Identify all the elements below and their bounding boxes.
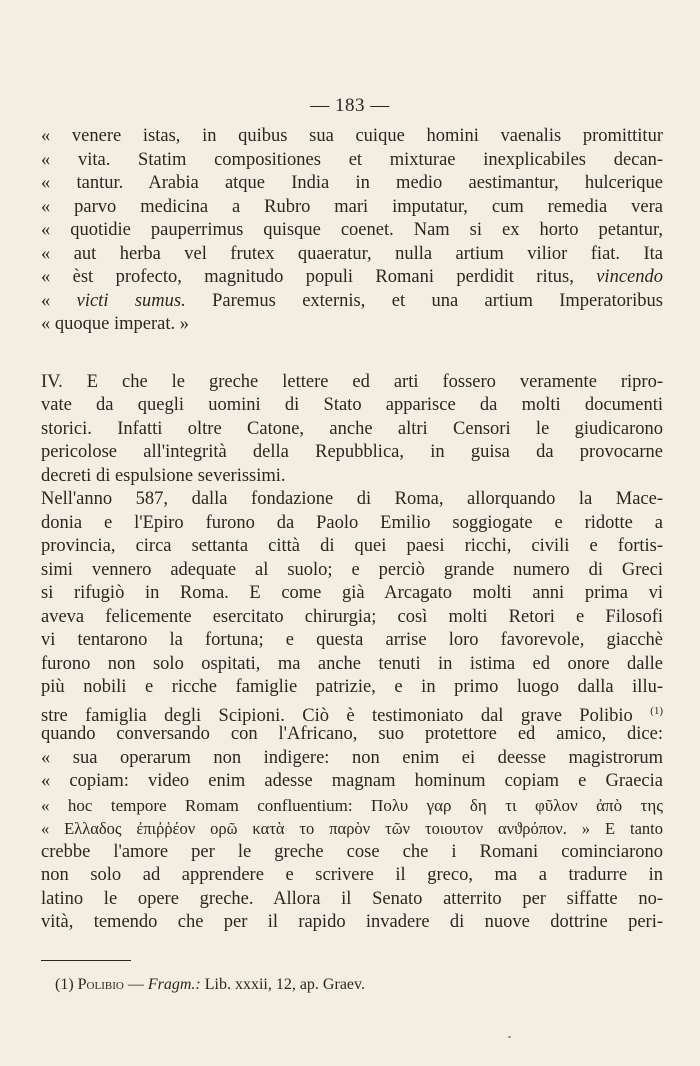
body-text bbox=[41, 125, 663, 935]
text-line: non solo ad apprendere e scrivere il greco, ma a tradurre in bbox=[41, 865, 663, 885]
paper-speck bbox=[508, 1036, 511, 1038]
quote-line: « quotidie pauperrimus quisque coenet. Nam si ex horto petantur, bbox=[41, 220, 663, 240]
quote-text: « bbox=[41, 290, 51, 311]
text-line: « sua operarum non indigere: non enim ei deesse magistrorum bbox=[41, 747, 663, 768]
text-line: aveva felicemente esercitato chirurgia; così molti Retori e Filosofi bbox=[41, 606, 663, 627]
text-line-body: stre famiglia degli Scipioni. Ciò è testimoniato dal grave Polibio bbox=[41, 705, 633, 726]
footnote bbox=[55, 974, 365, 996]
paragraph-gap bbox=[41, 337, 663, 371]
footnote-citation: Lib. xxxii, 12, ap. Graev. bbox=[204, 976, 365, 993]
quote-line: « parvo medicina a Rubro mari imputatur, cum remedia vera bbox=[41, 196, 663, 217]
text-line: Nell'anno 587, dalla fondazione di Roma, allorquando la Mace- bbox=[41, 489, 663, 509]
latin-quotation bbox=[41, 125, 663, 337]
text-line: vità, temendo che per il rapido invadere di nuove dottrine peri- bbox=[41, 912, 663, 932]
main-paragraph bbox=[41, 488, 663, 935]
text-line: crebbe l'amore per le greche cose che i Romani cominciarono bbox=[41, 841, 663, 862]
footnote-author: Polibio bbox=[77, 976, 124, 993]
text-line: provincia, circa settanta città di quei paesi ricchi, civili e fortis- bbox=[41, 536, 663, 556]
text-line bbox=[41, 700, 663, 724]
text-line: vate da quegli uomini di Stato apparisce da molti documenti bbox=[41, 395, 663, 415]
quote-line: « quoque imperat. » bbox=[41, 314, 189, 334]
quote-line: « venere istas, in quibus sua cuique homini vaenalis promittitur bbox=[41, 126, 663, 146]
quote-line bbox=[41, 266, 663, 290]
quote-line: « vita. Statim compositiones et mixturae inexplicabiles decan- bbox=[41, 149, 663, 170]
text-line: « hoc tempore Romam confluentium: Πολυ γαρ δη τι φῦλον ἀπὸ της bbox=[41, 795, 663, 815]
quote-italic: vincendo bbox=[596, 267, 663, 287]
text-line: simi vennero adequate al suolo; e perciò grande numero di Greci bbox=[41, 559, 663, 580]
footnote-work: Fragm.: bbox=[147, 976, 201, 993]
quote-line bbox=[41, 290, 663, 314]
footnote-dash: — bbox=[127, 976, 144, 993]
quote-line: « tantur. Arabia atque India in medio aestimantur, hulcerique bbox=[41, 173, 663, 193]
text-line: furono non solo ospitati, ma anche tenuti in istima ed onore dalle bbox=[41, 653, 663, 674]
text-line: donia e l'Epiro furono da Paolo Emilio soggiogate e ridotte a bbox=[41, 512, 663, 533]
section-iv-paragraph bbox=[41, 371, 663, 489]
text-line: « copiam: video enim adesse magnam hominum copiam e Graecia bbox=[41, 771, 663, 791]
text-line: latino le opere greche. Allora il Senato atterrito per siffatte no- bbox=[41, 888, 663, 909]
quote-text: « èst profecto, magnitudo populi Romani perdidit ritus, bbox=[41, 267, 574, 287]
text-line: decreti di espulsione severissimi. bbox=[41, 465, 286, 486]
text-line: pericolose all'integrità della Repubblica, in guisa da provocarne bbox=[41, 442, 663, 462]
text-line: si rifugiò in Roma. E come già Arcagato molti anni prima vi bbox=[41, 583, 663, 603]
quote-text: Paremus externis, et una artium Imperatoribus bbox=[212, 290, 664, 311]
text-line: quando conversando con l'Africano, suo protettore ed amico, dice: bbox=[41, 724, 663, 744]
text-line: più nobili e ricche famiglie patrizie, e in primo luogo dalla illu- bbox=[41, 677, 663, 697]
text-line: « Ελλαδος ἐπιῤῥέον ορῶ κατὰ το παρὸν τῶν τοιουτον ανϑρόπον. » E tanto bbox=[41, 819, 663, 838]
text-line: vi tentarono la fortuna; e questa arrise loro favorevole, giacchè bbox=[41, 630, 663, 650]
footnote-reference[interactable]: (1) bbox=[650, 704, 664, 717]
quote-italic: victi sumus. bbox=[76, 290, 186, 311]
footnote-divider bbox=[41, 960, 131, 961]
page-number: — 183 — bbox=[310, 95, 390, 116]
quote-line: « aut herba vel frutex quaeratur, nulla artium vilior fiat. Ita bbox=[41, 243, 663, 264]
text-line: storici. Infatti oltre Catone, anche altri Censori le giudicarono bbox=[41, 418, 663, 439]
text-line: IV. E che le greche lettere ed arti fossero veramente ripro- bbox=[41, 371, 663, 392]
footnote-marker: (1) bbox=[55, 976, 74, 993]
